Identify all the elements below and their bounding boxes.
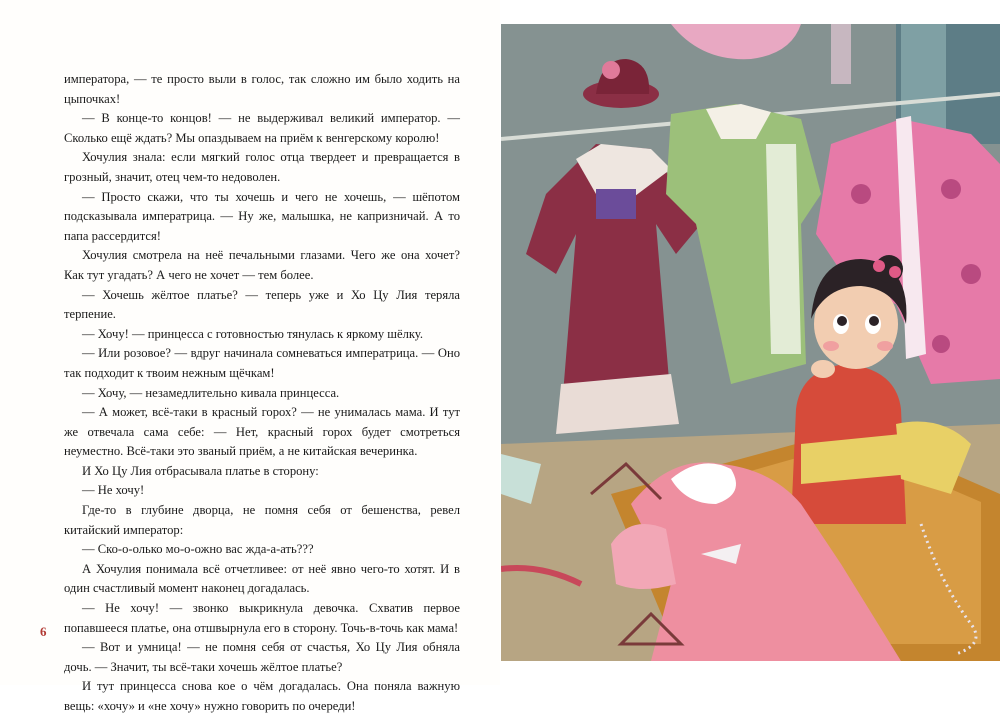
illustration xyxy=(501,24,1000,661)
text-page xyxy=(0,0,500,713)
robe-flower xyxy=(932,335,950,353)
hat-flower xyxy=(602,61,620,79)
illustration-svg xyxy=(501,24,1000,661)
paragraph: — Хочу, — незамедлительно кивала принцесса. xyxy=(82,385,340,400)
paragraph: Хочулия знала: если мягкий голос отца твердеет и превращается в грозный, значит, отец чем-то недоволен. xyxy=(64,150,460,184)
girl-cheek xyxy=(823,341,839,351)
paragraph: А Хочулия понимала всё отчетливее: от неё явно чего-то хотят. И в один счастливый момент наконец догадалась. xyxy=(64,561,460,596)
paragraph: — Не хочу! — звонко выкрикнула девочка. Схватив первое попавшееся платье, она отшвырнула его в сторону. Точь-в-точь как мама! xyxy=(64,601,460,635)
page-number: 6 xyxy=(40,624,47,639)
girl-cheek xyxy=(877,341,893,351)
curtain-tassel xyxy=(831,24,851,84)
robe-flower xyxy=(941,179,961,199)
paragraph: — В конце-то концов! — не выдерживал великий император. — Сколько ещё ждать? Мы опаздываем на приём к венгерскому королю! xyxy=(64,111,460,145)
paragraph: Хочулия смотрела на неё печальными глазами. Чего же она хочет? Как тут угадать? А чего не хочет — тем более. xyxy=(64,248,460,282)
paragraph: — Или розовое? — вдруг начинала сомневаться императрица. — Оно так подходит к твоим нежным щёчкам! xyxy=(64,346,460,380)
paragraph: — Просто скажи, что ты хочешь и чего не хочешь, — шёпотом подсказывала императрица. — Ну же, малышка, не капризничай. А то папа рассердится! xyxy=(64,189,460,243)
paragraph: императора, — те просто выли в голос, так сложно им было ходить на цыпочках! xyxy=(64,72,460,106)
green-dress-panel xyxy=(766,144,801,354)
paragraph: — А может, всё-таки в красный горох? — не унималась мама. И тут же отвечала сама себе: — Нет, красный горох будет смотреться неуместно. Всё-таки это званый приём, а не китайская вечеринка. xyxy=(64,405,460,459)
girl-pupil xyxy=(837,316,847,326)
robe-flower xyxy=(851,184,871,204)
paragraph: — Вот и умница! — не помня себя от счастья, Хо Цу Лия обняла дочь. — Значит, ты всё-таки хочешь жёлтое платье? xyxy=(64,640,460,674)
hair-flower xyxy=(889,266,901,278)
story-text xyxy=(64,70,460,717)
paragraph: — Ско-о-олько мо-о-ожно вас жда-а-ать??? xyxy=(82,542,314,557)
robe-flower xyxy=(961,264,981,284)
paragraph: — Хочешь жёлтое платье? — теперь уже и Хо Цу Лия теряла терпение. xyxy=(64,287,460,322)
paragraph: Где-то в глубине дворца, не помня себя от бешенства, ревел китайский император: xyxy=(64,503,460,537)
paragraph: И Хо Цу Лия отбрасывала платье в сторону: xyxy=(82,463,319,478)
hair-flower xyxy=(873,260,885,272)
paragraph: — Хочу! — принцесса с готовностью тянулась к яркому шёлку. xyxy=(82,326,423,341)
girl-hand xyxy=(811,360,835,378)
paragraph: И тут принцесса снова кое о чём догадалась. Она поняла важную вещь: «хочу» и «не хочу» нужно говорить по очереди! xyxy=(64,679,460,713)
girl-pupil xyxy=(869,316,879,326)
red-dress-ruffle xyxy=(556,374,679,434)
red-dress-bodice xyxy=(596,189,636,219)
paragraph: — Не хочу! xyxy=(82,483,145,498)
pink-dress-sleeve xyxy=(611,524,676,589)
